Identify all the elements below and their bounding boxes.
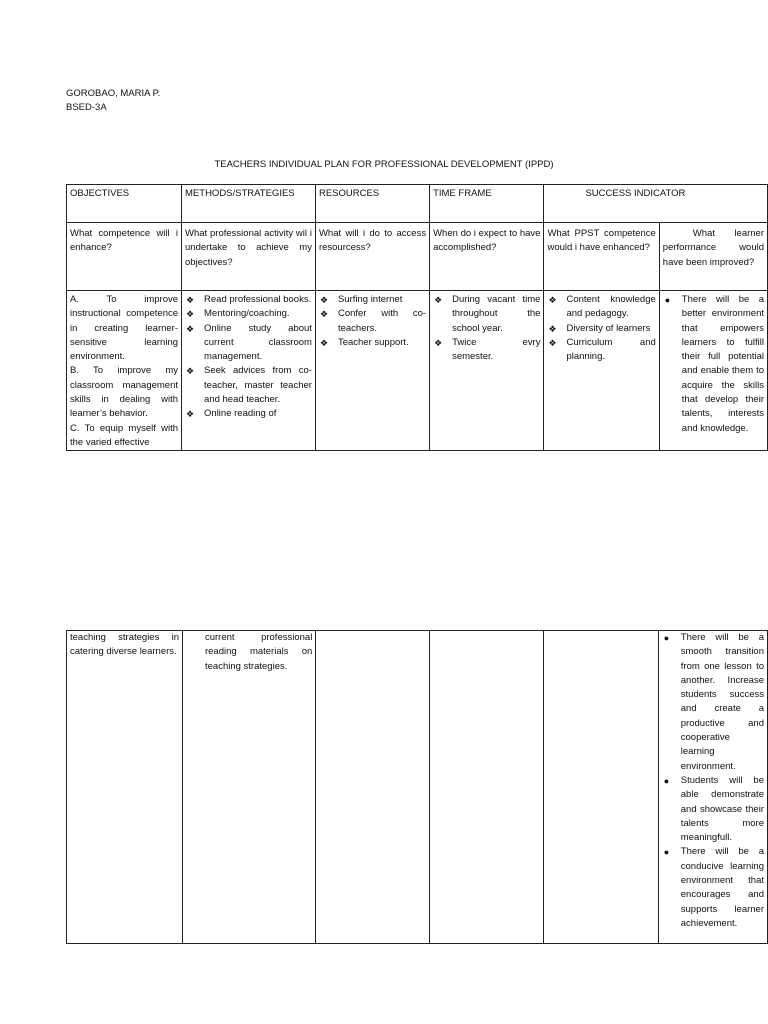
learner-cell xyxy=(659,291,767,451)
table-row xyxy=(67,631,768,944)
list-item: ❖ Curriculum and planning. xyxy=(547,336,655,365)
list-item: ❖ Surfing internet xyxy=(319,293,426,307)
header-objectives: OBJECTIVES xyxy=(67,185,182,223)
objective-c: C. To equip myself with the varied effective xyxy=(70,422,179,448)
student-name: GOROBAO, MARIA P. xyxy=(66,88,161,99)
question-learner: What learner performance would have been improved? xyxy=(659,223,767,291)
resources-cell xyxy=(315,291,429,451)
header-time-frame: TIME FRAME xyxy=(430,185,544,223)
list-item: ● There will be a better environment that empowers learners to fulfill their full potential and enable them to acquire the skills that develop their talents, interests and knowledge. xyxy=(663,293,764,436)
ppst-cell xyxy=(544,291,659,451)
table-row xyxy=(67,291,768,451)
time-frame-cell xyxy=(430,291,544,451)
objective-b: B. To improve my classroom management skills in dealing with learner’s behavior. xyxy=(70,365,179,420)
question-methods: What professional activity wil i undertake to achieve my objectives? xyxy=(182,223,316,291)
list-item: ❖ Online study about current classroom management. xyxy=(185,322,312,365)
ppst-cell xyxy=(543,631,658,944)
learner-cell xyxy=(658,631,767,944)
header-methods: METHODS/STRATEGIES xyxy=(182,185,316,223)
list-item: ❖ Content knowledge and pedagogy. xyxy=(547,293,655,322)
methods-continued: current professional reading materials on teaching strategies. xyxy=(204,632,313,672)
student-header xyxy=(66,87,160,115)
list-item: ❖ Confer with co-teachers. xyxy=(319,307,426,336)
student-section: BSED-3A xyxy=(66,102,107,113)
ippd-table-page-2 xyxy=(66,630,768,944)
objective-a: A. To improve instructional competence in creating learner-sensitive learning environment. xyxy=(70,294,179,363)
ippd-table-page-1 xyxy=(66,184,768,451)
list-item: ❖ Read professional books. xyxy=(185,293,312,307)
resources-cell xyxy=(316,631,430,944)
list-item: ❖ During vacant time throughout the school year. xyxy=(433,293,540,336)
objectives-cell xyxy=(67,291,182,451)
list-item: ❖ Teacher support. xyxy=(319,336,426,350)
list-item: ● There will be a conducive learning environment that encourages and supports learner achievement. xyxy=(662,845,764,931)
question-resources: What will i do to access resourcess? xyxy=(315,223,429,291)
list-item: ❖ Online reading of xyxy=(185,407,312,421)
methods-cell xyxy=(182,291,316,451)
question-time-frame: When do i expect to have accomplished? xyxy=(430,223,544,291)
question-objectives: What competence will i enhance? xyxy=(67,223,182,291)
list-item: ● There will be a smooth transition from one lesson to another. Increase students success and create a productive and cooperative learning environment. xyxy=(662,631,764,774)
header-success-indicator: SUCCESS INDICATOR xyxy=(544,185,768,223)
question-row xyxy=(67,223,768,291)
list-item: ❖ Seek advices from co-teacher, master teacher and head teacher. xyxy=(185,364,312,407)
list-item: ❖ Twice evry semester. xyxy=(433,336,540,365)
column-header-row xyxy=(67,185,768,223)
objectives-cell: teaching strategies in catering diverse learners. xyxy=(67,631,183,944)
document-title: TEACHERS INDIVIDUAL PLAN FOR PROFESSIONAL DEVELOPMENT (IPPD) xyxy=(214,159,554,170)
methods-cell xyxy=(182,631,315,944)
list-item: ● Students will be able demonstrate and showcase their talents more meaningfull. xyxy=(662,774,764,845)
time-frame-cell xyxy=(430,631,544,944)
list-item: ❖ Mentoring/coaching. xyxy=(185,307,312,321)
question-ppst: What PPST competence would i have enhanced? xyxy=(544,223,659,291)
list-item: ❖ Diversity of learners xyxy=(547,322,655,336)
header-resources: RESOURCES xyxy=(315,185,429,223)
